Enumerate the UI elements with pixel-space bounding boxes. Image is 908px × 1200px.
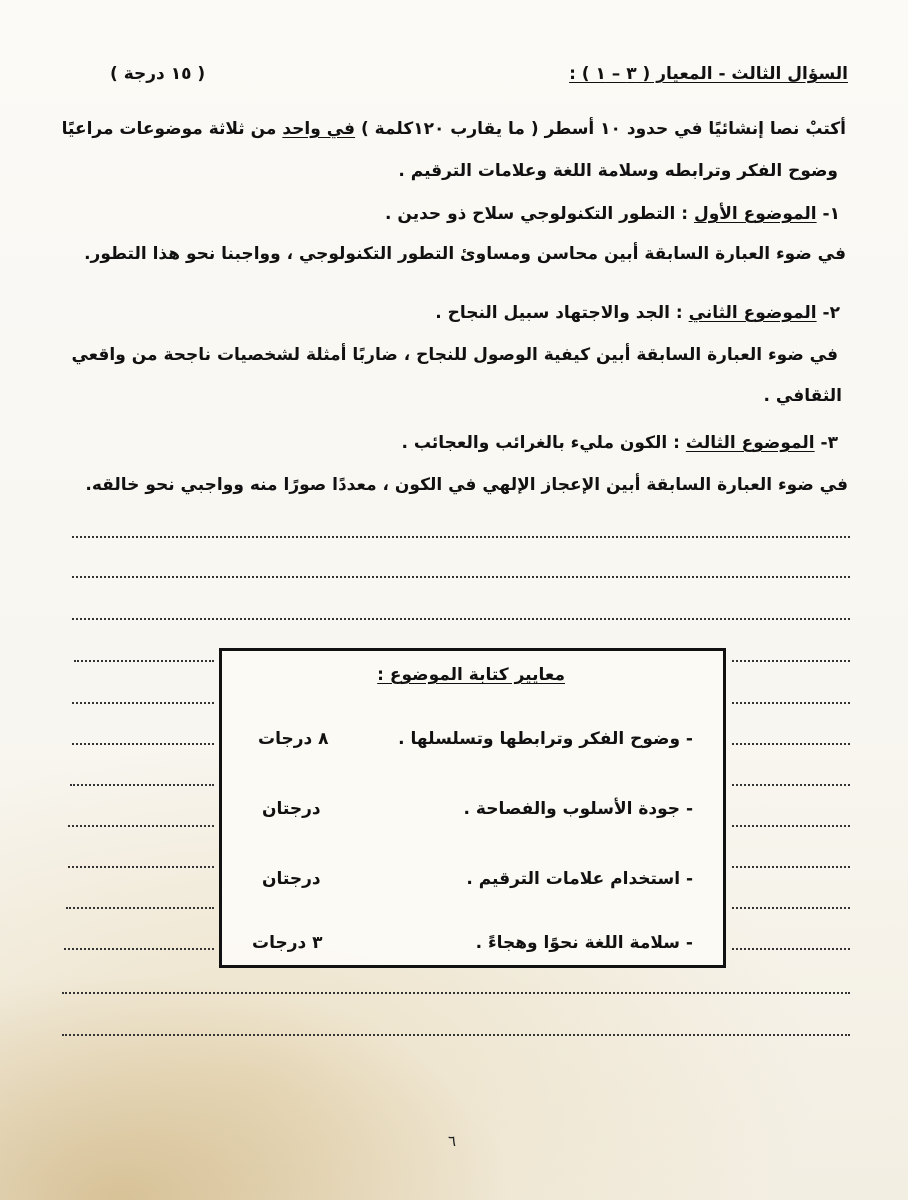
answer-line [62,992,850,994]
answer-line [62,1034,850,1036]
answer-line [72,536,850,538]
page-number: ٦ [448,1132,457,1150]
answer-line [732,660,850,662]
answer-line [732,866,850,868]
answer-line [732,907,850,909]
topic-2-title: : الجد والاجتهاد سبيل النجاح . [435,303,689,323]
answer-line [74,660,214,662]
topic-3-heading [52,432,838,454]
instruction-part-a: أكتبْ نصا إنشائيًا في حدود ١٠ أسطر ( ما يقارب ١٢٠كلمة ) [355,119,846,139]
topic-2-heading [54,302,840,324]
answer-line [68,866,214,868]
criteria-heading: معايير كتابة الموضوع : [377,665,565,685]
topic-3-label: الموضوع الثالث [685,433,815,453]
instruction-line-1 [60,118,846,140]
answer-line [72,576,850,578]
topic-3-number: ٣- [814,433,838,453]
answer-line [72,702,214,704]
topic-1-number: ١- [816,204,840,224]
criteria-item-4-points: ٣ درجات [252,933,323,953]
topic-2-label: الموضوع الثاني [688,303,817,323]
topic-1-title: : التطور التكنولوجي سلاح ذو حدين . [385,204,694,224]
criteria-item-2-points: درجتان [262,799,321,819]
instruction-part-c: من ثلاثة موضوعات مراعيًا [61,119,283,139]
instruction-line-2: وضوح الفكر وترابطه وسلامة اللغة وعلامات الترقيم . [398,161,838,181]
answer-line [66,907,214,909]
criteria-item-1: - وضوح الفكر وترابطها وتسلسلها . [398,729,693,749]
answer-line [68,825,214,827]
answer-line [64,948,214,950]
criteria-box [219,648,726,968]
question-marks: ( ١٥ درجة ) [110,64,206,84]
answer-line [732,825,850,827]
criteria-item-4: - سلامة اللغة نحوًا وهجاءً . [475,933,693,953]
criteria-item-3-points: درجتان [262,869,321,889]
answer-line [732,743,850,745]
topic-1-label: الموضوع الأول [693,204,817,224]
answer-line [72,743,214,745]
topic-3-prompt: في ضوء العبارة السابقة أبين الإعجاز الإلهي في الكون ، معددًا صورًا منه وواجبي نحو خالقه. [85,475,848,495]
answer-line [732,702,850,704]
answer-line [732,784,850,786]
criteria-item-2: - جودة الأسلوب والفصاحة . [463,799,693,819]
question-title: السؤال الثالث - المعيار ( ٣ – ١ ) : [569,64,848,84]
topic-1-heading [54,203,840,225]
instruction-emphasis: في واحد [282,119,356,139]
criteria-item-1-points: ٨ درجات [258,729,329,749]
topic-3-title: : الكون مليء بالغرائب والعجائب . [401,433,686,453]
topic-2-prompt-line-2: الثقافي . [763,386,842,406]
topic-1-prompt: في ضوء العبارة السابقة أبين محاسن ومساوئ التطور التكنولوجي ، وواجبنا نحو هذا التطور. [84,244,846,264]
topic-2-prompt-line-1: في ضوء العبارة السابقة أبين كيفية الوصول للنجاح ، ضاربًا أمثلة لشخصيات ناجحة من واقعي [71,345,838,365]
criteria-item-3: - استخدام علامات الترقيم . [466,869,693,889]
answer-line [72,618,850,620]
answer-line [70,784,214,786]
topic-2-number: ٢- [816,303,840,323]
answer-line [732,948,850,950]
